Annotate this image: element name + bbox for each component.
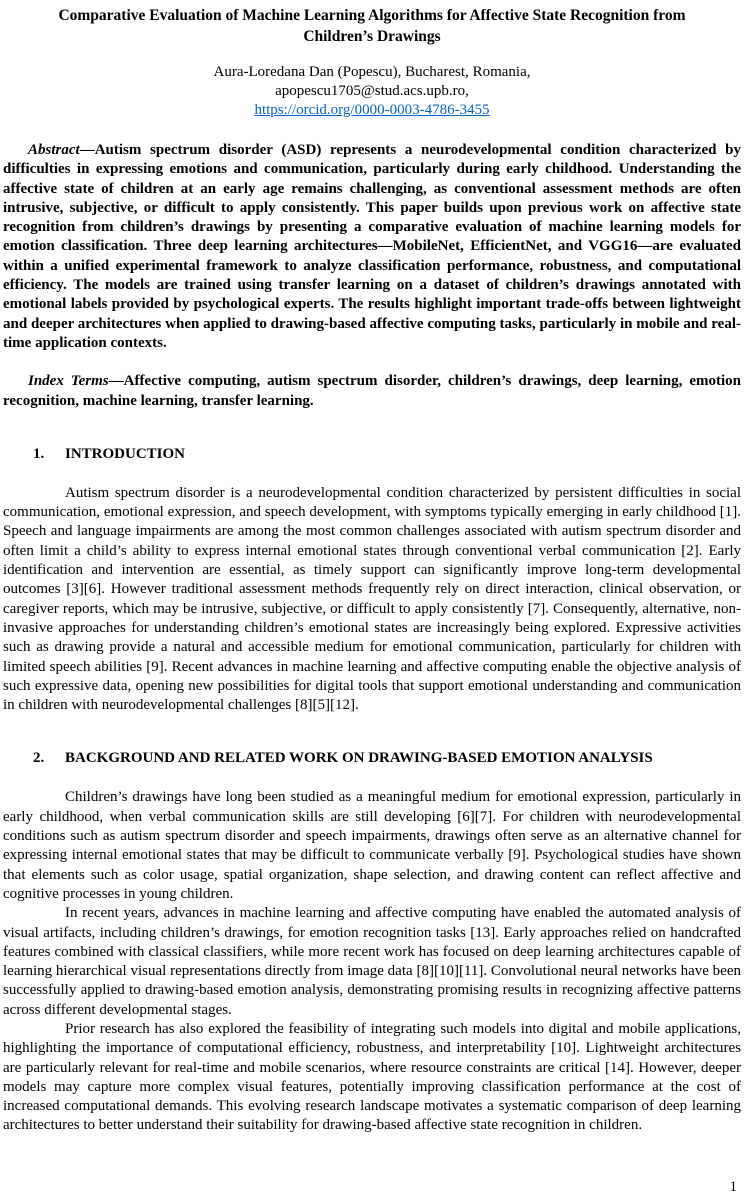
background-paragraph-3: Prior research has also explored the feasibility of integrating such models into digital and mobile applications, highlighting the importance of computational efficiency, robustness, and interpretability [10]. Lightweight architectures are particularly relevant for real-time and mobile scenarios, where resource constraints are critical [14]. However, deeper models may capture more complex visual features, potentially improving classification performance at the cost of increased computational demands. This evolving research landscape motivates a systematic comparison of deep learning architectures to better understand their suitability for drawing-based affective state recognition in children.: [3, 1020, 741, 1134]
section-heading-text: BACKGROUND AND RELATED WORK ON DRAWING-BASED EMOTION ANALYSIS: [65, 750, 653, 767]
author-block: [3, 63, 741, 120]
abstract-label: Abstract: [28, 142, 80, 158]
section-heading-introduction: [3, 445, 741, 464]
section-heading-text: INTRODUCTION: [65, 445, 186, 462]
background-paragraph-2: In recent years, advances in machine learning and affective computing have enabled the automated analysis of visual artifacts, including children’s drawings, for emotion recognition tasks [13]. Early approaches relied on handcrafted features combined with classical classifiers, while more recent work has focused on deep learning architectures capable of learning hierarchical visual representations directly from image data [8][10][11]. Convolutional neural networks have been successfully applied to drawing-based emotion analysis, demonstrating promising results in recognizing affective patterns across different developmental stages.: [3, 905, 741, 1018]
abstract-dash: —: [79, 142, 95, 158]
page-number: 1: [729, 1179, 737, 1195]
background-paragraph-1: Children’s drawings have long been studied as a meaningful medium for emotional expression, particularly in early childhood, when verbal communication skills are still developing [6][7]. For children with neurodevelopmental conditions such as autism spectrum disorder and speech impairments, drawings often serve as an alternative channel for expressing internal emotional states that may be difficult to communicate verbally [9]. Psychological studies have shown that elements such as color usage, spatial organization, shape selection, and drawing content can reflect affective and cognitive processes in young children.: [3, 789, 741, 902]
orcid-link[interactable]: https://orcid.org/0000-0003-4786-3455: [254, 102, 490, 118]
section-number: 1.: [33, 445, 45, 462]
index-terms-dash: —: [108, 373, 124, 390]
author-name-line: Aura-Loredana Dan (Popescu), Bucharest, Romania,: [213, 64, 531, 80]
section-number: 2.: [33, 750, 45, 767]
abstract-paragraph: [3, 141, 741, 353]
index-terms-paragraph: [3, 372, 741, 411]
author-orcid-line: [3, 101, 741, 120]
index-terms-label: Index Terms: [28, 373, 109, 390]
abstract-text: Autism spectrum disorder (ASD) represents a neurodevelopmental condition characterized by difficulties in expressing emotions and communication, particularly during early childhood. Understanding the affective state of children at an early age remains challenging, as conventional assessment methods are often intrusive, subjective, or difficult to apply consistently. This paper builds upon previous work on affective state recognition from children’s drawings by presenting a comparative evaluation of machine learning models for emotion classification. Three deep learning architectures—MobileNet, EfficientNet, and VGG16—are evaluated within a unified experimental framework to analyze classification performance, robustness, and computational efficiency. The models are trained using transfer learning on a dataset of children’s drawings annotated with emotional labels provided by psychological experts. The results highlight important trade-offs between lightweight and deeper architectures when applied to drawing-based affective computing tasks, particularly in mobile and real-time application contexts.: [3, 142, 741, 351]
section-heading-background: [3, 749, 741, 768]
paper-title: Comparative Evaluation of Machine Learning Algorithms for Affective State Recognition from Children’s Drawings: [58, 7, 686, 45]
index-terms-text: Affective computing, autism spectrum disorder, children’s drawings, deep learning, emotion recognition, machine learning, transfer learning.: [3, 373, 742, 409]
author-email-line: apopescu1705@stud.acs.upb.ro,: [275, 83, 469, 99]
introduction-paragraph: Autism spectrum disorder is a neurodevelopmental condition characterized by persistent difficulties in social communication, emotional expression, and speech development, with symptoms typically emerging in early childhood [1]. Speech and language impairments are among the most common challenges associated with autism spectrum disorder and often limit a child’s ability to express internal emotional states through conventional verbal communication [2]. Early identification and intervention are essential, as timely support can significantly improve long-term developmental outcomes [3][6]. However traditional assessment methods frequently rely on direct interaction, clinical observation, or caregiver reports, which may be intrusive, subjective, or difficult to apply consistently [7]. Consequently, alternative, non-invasive approaches for understanding children’s emotional states are increasingly being explored. Expressive activities such as drawing provide a natural and accessible medium for emotional communication, particularly for children with limited speech abilities [9]. Recent advances in machine learning and affective computing enable the objective analysis of such expressive data, opening new possibilities for digital tools that support emotional understanding and communication in children with neurodevelopmental challenges [8][5][12].: [3, 484, 741, 714]
